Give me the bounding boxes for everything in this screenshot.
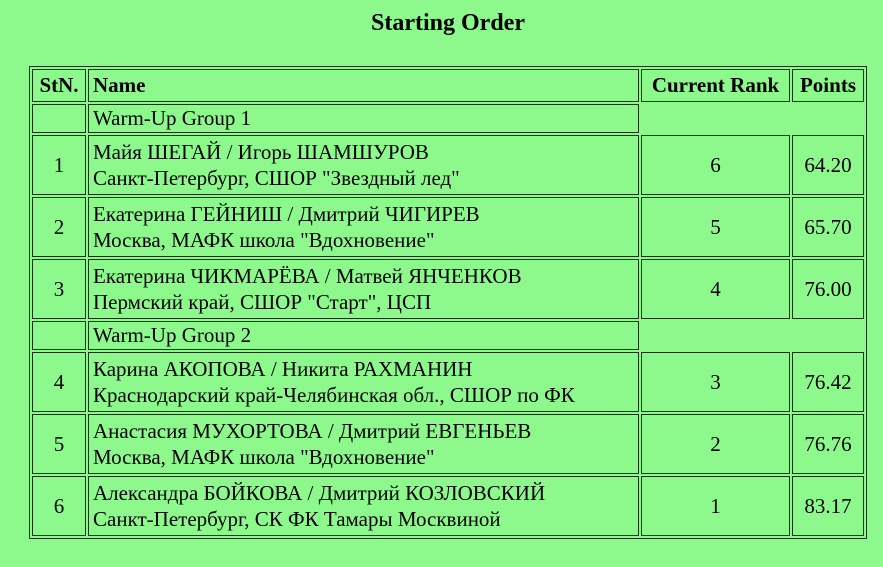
group-label-cell: Warm-Up Group 1: [88, 104, 639, 133]
points-cell: 76.00: [792, 259, 864, 319]
stn-cell: [32, 104, 86, 133]
name-cell: [88, 414, 639, 474]
stn-cell: [32, 321, 86, 350]
stn-cell: 4: [32, 352, 86, 412]
rank-cell: 6: [641, 135, 790, 195]
points-cell: 64.20: [792, 135, 864, 195]
skater-names: Майя ШЕГАЙ / Игорь ШАМШУРОВ: [93, 140, 429, 164]
rank-cell: 1: [641, 476, 790, 536]
name-cell: [88, 197, 639, 257]
skater-club: Санкт-Петербург, СШОР "Звездный лед": [93, 166, 460, 190]
empty-cell: [641, 104, 790, 133]
col-header-rank: Current Rank: [641, 69, 790, 102]
rank-cell: 2: [641, 414, 790, 474]
empty-cell: [792, 104, 864, 133]
entry-row: [32, 476, 864, 536]
points-cell: 83.17: [792, 476, 864, 536]
rank-cell: 3: [641, 352, 790, 412]
entry-row: [32, 352, 864, 412]
entry-row: [32, 135, 864, 195]
name-cell: [88, 259, 639, 319]
starting-order-table: [29, 66, 867, 539]
group-label-cell: Warm-Up Group 2: [88, 321, 639, 350]
skater-club: Краснодарский край-Челябинская обл., СШОР по ФК: [93, 383, 575, 407]
skater-names: Карина АКОПОВА / Никита РАХМАНИН: [93, 357, 473, 381]
stn-cell: 3: [32, 259, 86, 319]
points-cell: 76.76: [792, 414, 864, 474]
empty-cell: [641, 321, 790, 350]
stn-cell: 2: [32, 197, 86, 257]
skater-names: Александра БОЙКОВА / Дмитрий КОЗЛОВСКИЙ: [93, 481, 546, 505]
rank-cell: 5: [641, 197, 790, 257]
stn-cell: 1: [32, 135, 86, 195]
col-header-stn: StN.: [32, 69, 86, 102]
skater-club: Москва, МАФК школа "Вдохновение": [93, 445, 435, 469]
page-title: Starting Order: [371, 10, 525, 36]
rank-cell: 4: [641, 259, 790, 319]
header-row: [32, 69, 864, 102]
entry-row: [32, 259, 864, 319]
skater-names: Анастасия МУХОРТОВА / Дмитрий ЕВГЕНЬЕВ: [93, 419, 532, 443]
col-header-points: Points: [792, 69, 864, 102]
skater-club: Москва, МАФК школа "Вдохновение": [93, 228, 435, 252]
stn-cell: 6: [32, 476, 86, 536]
name-cell: [88, 476, 639, 536]
col-header-name: Name: [88, 69, 639, 102]
stn-cell: 5: [32, 414, 86, 474]
points-cell: 65.70: [792, 197, 864, 257]
name-cell: [88, 135, 639, 195]
skater-club: Пермский край, СШОР "Старт", ЦСП: [93, 290, 432, 314]
entry-row: [32, 414, 864, 474]
skater-club: Санкт-Петербург, СК ФК Тамары Москвиной: [93, 507, 501, 531]
points-cell: 76.42: [792, 352, 864, 412]
skater-names: Екатерина ГЕЙНИШ / Дмитрий ЧИГИРЕВ: [93, 202, 480, 226]
skater-names: Екатерина ЧИКМАРЁВА / Матвей ЯНЧЕНКОВ: [93, 264, 522, 288]
warmup-group-row: [32, 321, 864, 350]
entry-row: [32, 197, 864, 257]
name-cell: [88, 352, 639, 412]
empty-cell: [792, 321, 864, 350]
warmup-group-row: [32, 104, 864, 133]
